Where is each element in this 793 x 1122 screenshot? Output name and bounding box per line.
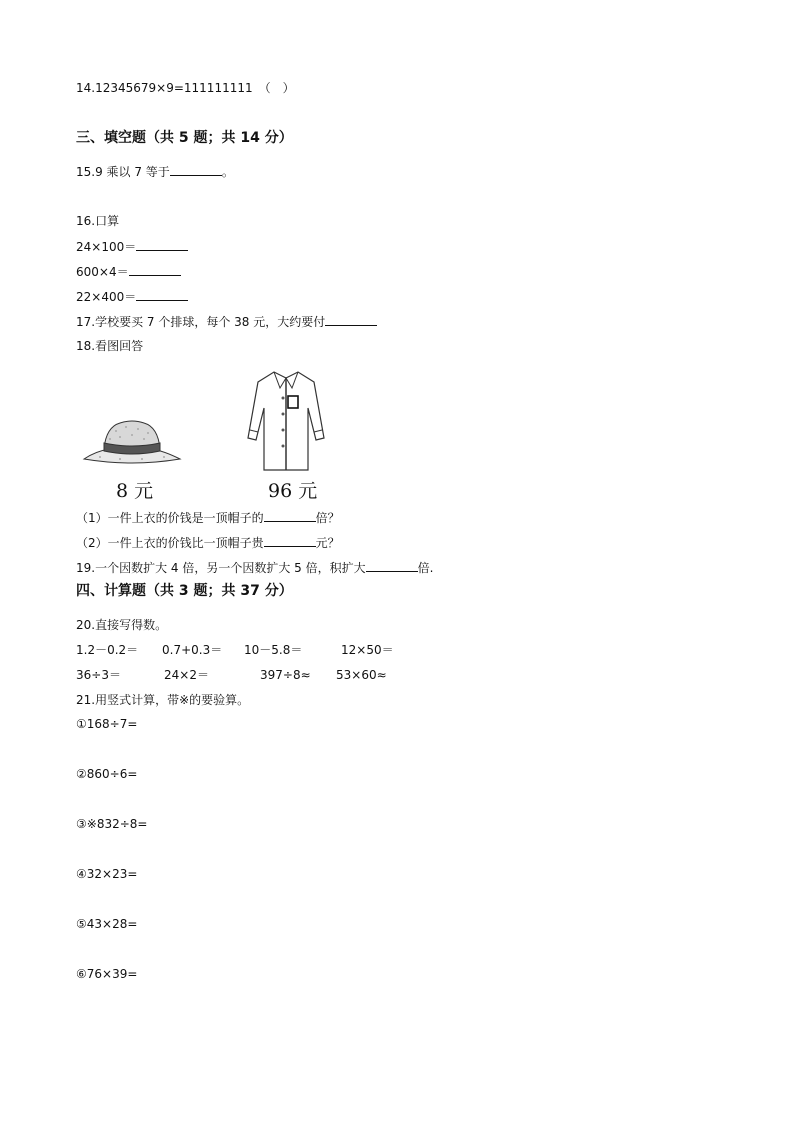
question-15-text: 15.9 乘以 7 等于	[76, 165, 170, 179]
calc-item: 1.2－0.2＝	[76, 643, 139, 657]
calc-item: 10－5.8＝	[244, 643, 303, 657]
shirt-price-label: 96 元	[268, 480, 318, 502]
question-15	[76, 163, 234, 180]
question-17-text: 17.学校要买 7 个排球，每个 38 元，大约要付	[76, 315, 326, 329]
question-17	[76, 313, 377, 330]
section-3-heading: 三、填空题（共 5 题；共 14 分）	[76, 130, 293, 146]
sub-question-text: （1）一件上衣的价钱是一顶帽子的	[76, 511, 264, 525]
question-19-end: 倍.	[417, 561, 434, 575]
question-15-end: 。	[221, 165, 234, 179]
question-19	[76, 559, 433, 576]
answer-blank[interactable]	[170, 163, 222, 176]
oral-calc-expression: 22×400＝	[76, 290, 137, 304]
calc-item: 53×60≈	[336, 668, 387, 682]
oral-calc-expression: 24×100＝	[76, 240, 137, 254]
sub-question-end: 元？	[315, 536, 340, 550]
question-16-title: 16.口算	[76, 214, 120, 228]
calc-item: 12×50＝	[341, 643, 394, 657]
vertical-calc-item: ②860÷6=	[76, 767, 138, 781]
question-14: 14.12345679×9=111111111 （ ）	[76, 81, 295, 95]
vertical-calc-item: ⑥76×39=	[76, 967, 138, 981]
sub-question-text: （2）一件上衣的价钱比一顶帽子贵	[76, 536, 264, 550]
question-16-item	[76, 263, 181, 280]
answer-blank[interactable]	[325, 313, 377, 326]
hat-price-label: 8 元	[116, 480, 154, 502]
answer-blank[interactable]	[136, 238, 188, 251]
question-20-title: 20.直接写得数。	[76, 618, 168, 632]
question-19-text: 19.一个因数扩大 4 倍，另一个因数扩大 5 倍，积扩大	[76, 561, 366, 575]
sub-question-end: 倍？	[315, 511, 340, 525]
question-16-item	[76, 288, 188, 305]
oral-calc-expression: 600×4＝	[76, 265, 129, 279]
answer-blank[interactable]	[264, 534, 316, 547]
vertical-calc-item: ④32×23=	[76, 867, 138, 881]
vertical-calc-item: ①168÷7=	[76, 717, 138, 731]
calc-item: 24×2＝	[164, 668, 209, 682]
question-18-title: 18.看图回答	[76, 339, 144, 353]
shirt-image	[240, 368, 332, 472]
question-16-item	[76, 238, 188, 255]
calc-item: 36÷3＝	[76, 668, 121, 682]
answer-blank[interactable]	[366, 559, 418, 572]
hat-image	[80, 415, 184, 471]
answer-blank[interactable]	[264, 509, 316, 522]
answer-blank[interactable]	[136, 288, 188, 301]
question-18-part-1	[76, 509, 340, 526]
answer-blank[interactable]	[129, 263, 181, 276]
calc-item: 397÷8≈	[260, 668, 311, 682]
vertical-calc-item: ③※832÷8=	[76, 817, 148, 831]
calc-item: 0.7+0.3＝	[162, 643, 223, 657]
question-18-part-2	[76, 534, 340, 551]
section-4-heading: 四、计算题（共 3 题；共 37 分）	[76, 583, 293, 599]
question-21-title: 21.用竖式计算，带※的要验算。	[76, 693, 250, 707]
vertical-calc-item: ⑤43×28=	[76, 917, 138, 931]
